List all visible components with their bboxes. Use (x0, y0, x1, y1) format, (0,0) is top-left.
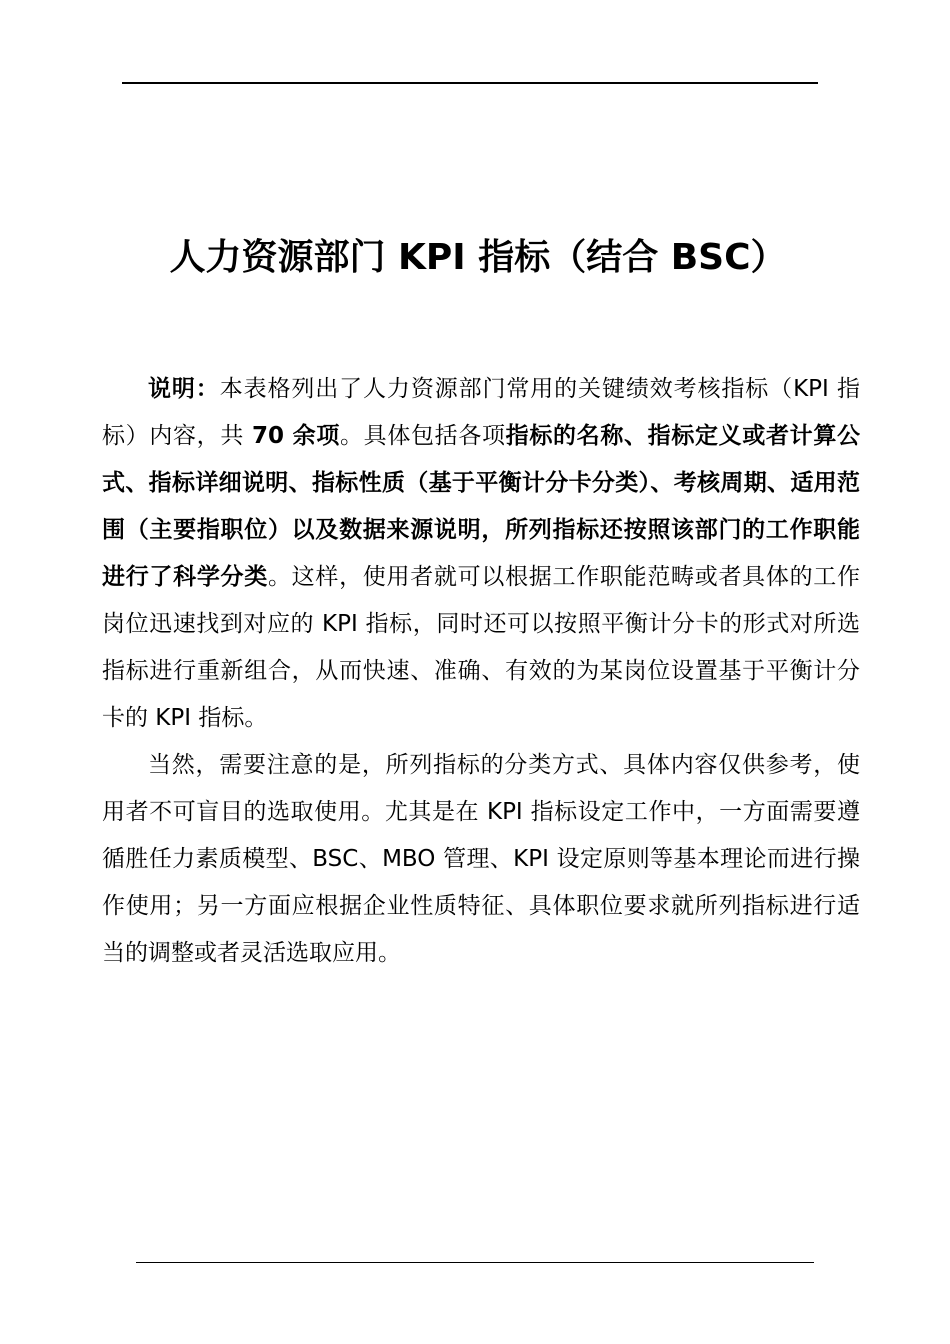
header-rule (122, 82, 818, 84)
paragraph-notice: 当然，需要注意的是，所列指标的分类方式、具体内容仅供参考，使用者不可盲目的选取使用。尤其是在 KPI 指标设定工作中，一方面需要遵循胜任力素质模型、BSC、MBO 管理、KPI 设定原则等基本理论而进行操作使用；另一方面应根据企业性质特征、具体职位要求就所列指标进行适当的调整或者灵活选取应用。 (102, 752, 860, 966)
description-scope: 指标的名称、指标定义或者计算公式、指标详细说明、指标性质（基于平衡计分卡分类）、考核周期、适用范围（主要指职位）以及数据来源说明，所列指标还按照该部门的工作职能进行了科学分类 (102, 423, 861, 590)
description-text-3: 。这样，使用者就可以根据工作职能范畴或者具体的工作岗位迅速找到对应的 KPI 指标，同时还可以按照平衡计分卡的形式对所选指标进行重新组合，从而快速、准确、有效的为某岗位设置基于平衡计分卡的 KPI 指标。 (102, 564, 861, 731)
description-text-1: 本表格列出了人力资源部门常用的关键绩效考核指标（KPI 指标）内容，共 (102, 376, 861, 449)
description-count: 70 余项 (251, 423, 340, 449)
document-body (102, 366, 860, 977)
paragraph-description (102, 366, 860, 742)
footer-rule (136, 1262, 814, 1263)
description-label: 说明： (148, 376, 220, 402)
document-title: 人力资源部门 KPI 指标（结合 BSC） (169, 237, 787, 278)
description-text-2: 。具体包括各项 (340, 423, 506, 449)
